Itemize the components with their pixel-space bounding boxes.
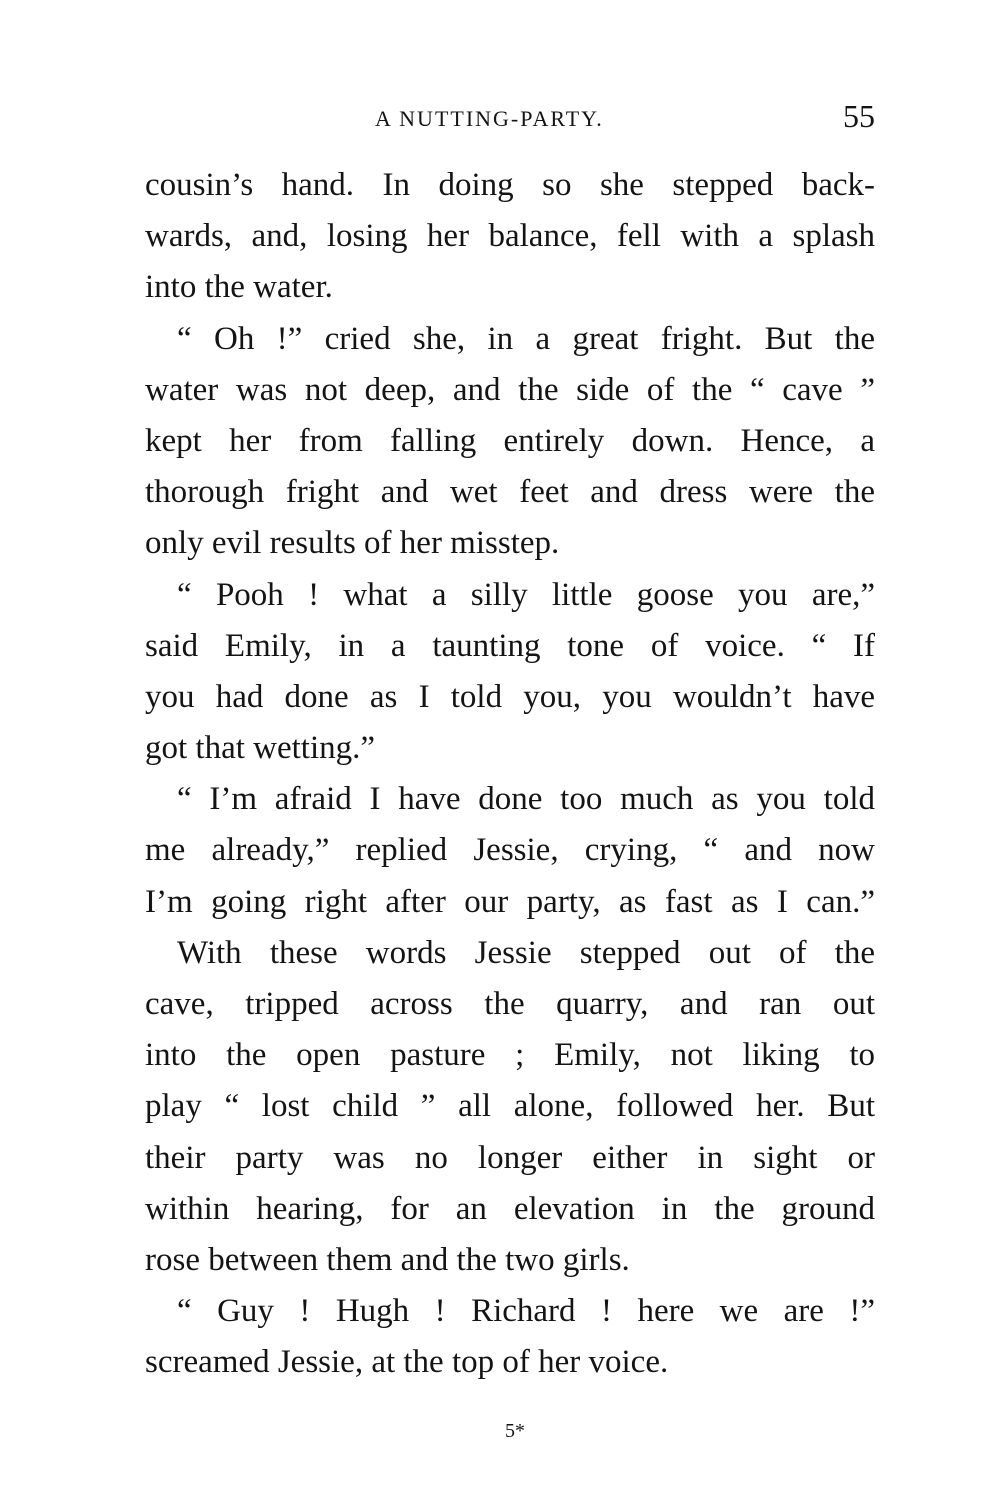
text-line: play “ lost child ” all alone, followed her. But — [145, 1088, 875, 1125]
text-line: within hearing, for an elevation in the ground — [145, 1190, 875, 1227]
text-line: “ Pooh ! what a silly little goose you are,” — [177, 576, 875, 613]
text-line: With these words Jessie stepped out of the — [177, 934, 875, 971]
text-line: “ I’m afraid I have done too much as you told — [177, 781, 875, 818]
chapter-title: A NUTTING-PARTY. — [375, 106, 604, 131]
text-line: cousin’s hand. In doing so she stepped back- — [145, 167, 875, 203]
text-line: cave, tripped across the quarry, and ran out — [145, 986, 875, 1022]
text-line: “ Guy ! Hugh ! Richard ! here we are !” — [177, 1293, 875, 1330]
text-line: water was not deep, and the side of the “ cave ” — [145, 371, 875, 408]
page-number: 55 — [843, 98, 875, 134]
text-line: I’m going right after our party, as fast as I can.” — [145, 883, 875, 920]
text-line: you had done as I told you, you wouldn’t have — [145, 678, 875, 715]
text-line: their party was no longer either in sight or — [145, 1139, 875, 1176]
text-line: got that wetting.” — [145, 730, 376, 767]
text-line: thorough fright and wet feet and dress were the — [145, 474, 875, 511]
text-line: into the water. — [145, 269, 333, 306]
body-text — [145, 160, 875, 1389]
text-line: said Emily, in a taunting tone of voice. “ If — [145, 627, 875, 664]
text-line: wards, and, losing her balance, fell with a splash — [145, 218, 875, 255]
text-line: into the open pasture ; Emily, not liking to — [145, 1037, 875, 1074]
text-line: only evil results of her misstep. — [145, 525, 560, 562]
text-line: rose between them and the two girls. — [145, 1241, 630, 1278]
text-line: “ Oh !” cried she, in a great fright. But the — [177, 320, 875, 357]
text-line: kept her from falling entirely down. Hence, a — [145, 422, 875, 459]
text-line: me already,” replied Jessie, crying, “ and now — [145, 832, 875, 869]
text-line: screamed Jessie, at the top of her voice. — [145, 1344, 669, 1381]
running-head — [145, 98, 875, 138]
signature-mark: 5* — [505, 1420, 525, 1442]
